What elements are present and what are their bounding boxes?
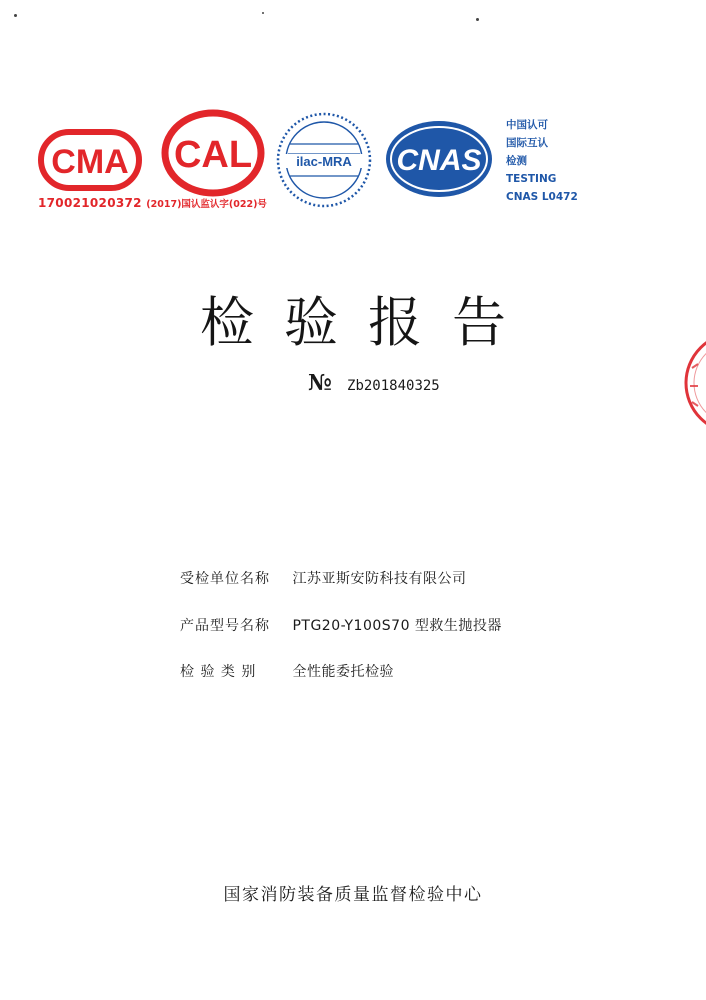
info-value: PTG20-Y100S70 型救生抛投器 xyxy=(292,618,502,634)
info-label: 产品型号名称 xyxy=(180,618,270,634)
info-row-inspected-unit xyxy=(180,568,466,588)
report-number: Zb201840325 xyxy=(347,378,440,394)
cal-logo xyxy=(160,108,266,198)
cma-cert-number-value: 170021020372 xyxy=(38,196,142,210)
cnas-logo xyxy=(382,116,496,202)
number-symbol: № xyxy=(308,370,332,396)
info-value: 江苏亚斯安防科技有限公司 xyxy=(292,571,467,587)
ilac-logo-text: ilac-MRA xyxy=(296,154,352,169)
cnas-line: 国际互认 xyxy=(506,137,548,149)
cnas-accreditation-text xyxy=(506,116,578,206)
cma-logo-text: CMA xyxy=(51,143,129,181)
info-value: 全性能委托检验 xyxy=(292,664,394,680)
info-label: 受检单位名称 xyxy=(180,571,270,587)
cma-logo xyxy=(38,128,142,192)
cnas-line: 中国认可 xyxy=(506,119,548,131)
info-label: 检 验 类 别 xyxy=(180,664,257,680)
issuing-organization: 国家消防装备质量监督检验中心 xyxy=(223,885,483,905)
report-number-row xyxy=(308,370,440,396)
cal-logo-text: CAL xyxy=(173,134,253,176)
ilac-mra-logo xyxy=(274,110,374,210)
scan-speck xyxy=(262,12,264,14)
info-row-inspection-type xyxy=(180,661,394,681)
scan-speck xyxy=(14,14,17,17)
cnas-line: 检测 xyxy=(506,155,527,167)
cnas-line: CNAS L0472 xyxy=(506,191,578,203)
cnas-logo-text: CNAS xyxy=(396,144,482,177)
cma-cert-number xyxy=(38,196,267,210)
scan-speck xyxy=(476,18,479,21)
cma-cert-note: (2017)国认监认字(022)号 xyxy=(146,199,267,210)
info-row-product-model xyxy=(180,615,502,635)
cnas-line: TESTING xyxy=(506,173,557,185)
report-title: 检验报告 xyxy=(200,291,536,354)
